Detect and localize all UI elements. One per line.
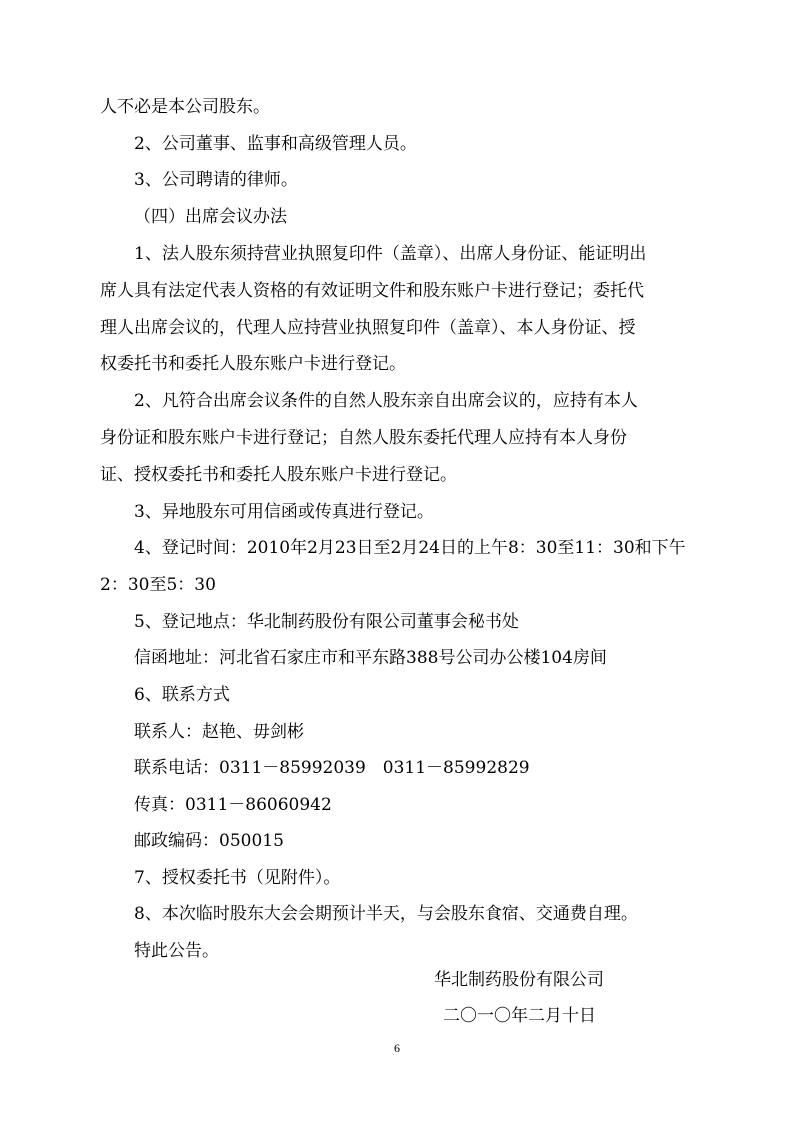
text-line: 身份证和股东账户卡进行登记；自然人股东委托代理人应持有本人身份 (100, 428, 627, 448)
text-line: 联系人：赵艳、毋剑彬 (134, 722, 304, 742)
section-heading: （四）出席会议办法 (134, 207, 287, 227)
text-line: 4、登记时间：2010年2月23日至2月24日的上午8：30至11：30和下午 (134, 538, 686, 558)
signature-company: 华北制药股份有限公司 (434, 970, 604, 990)
text-line: 3、异地股东可用信函或传真进行登记。 (134, 502, 434, 522)
text-line: 席人具有法定代表人资格的有效证明文件和股东账户卡进行登记；委托代 (100, 281, 644, 301)
text-line: 2、公司董事、监事和高级管理人员。 (134, 134, 417, 154)
signature-date: 二〇一〇年二月十日 (443, 1006, 596, 1026)
text-line: 传真：0311－86060942 (134, 795, 332, 815)
text-line: 2、凡符合出席会议条件的自然人股东亲自出席会议的，应持有本人 (134, 391, 638, 411)
text-line: 特此公告。 (134, 941, 219, 961)
text-line: 理人出席会议的，代理人应持营业执照复印件（盖章）、本人身份证、授 (100, 318, 636, 338)
page-number: 6 (394, 1041, 400, 1055)
text-line: 权委托书和委托人股东账户卡进行登记。 (100, 354, 406, 374)
text-line: 8、本次临时股东大会会期预计半天，与会股东食宿、交通费自理。 (134, 904, 638, 924)
text-line: 邮政编码：050015 (134, 831, 284, 851)
text-line: 3、公司聘请的律师。 (134, 170, 298, 190)
text-line: 证、授权委托书和委托人股东账户卡进行登记。 (100, 465, 457, 485)
text-line: 人不必是本公司股东。 (100, 97, 270, 117)
text-line: 7、授权委托书（见附件）。 (134, 868, 341, 888)
text-line: 2：30至5：30 (100, 575, 216, 595)
text-line: 联系电话：0311－85992039 0311－85992829 (134, 758, 530, 778)
text-line: 6、联系方式 (134, 685, 230, 705)
text-line: 1、法人股东须持营业执照复印件（盖章）、出席人身份证、能证明出 (134, 244, 647, 264)
text-line: 信函地址：河北省石家庄市和平东路388号公司办公楼104房间 (134, 648, 607, 668)
text-line: 5、登记地点：华北制药股份有限公司董事会秘书处 (134, 612, 519, 632)
